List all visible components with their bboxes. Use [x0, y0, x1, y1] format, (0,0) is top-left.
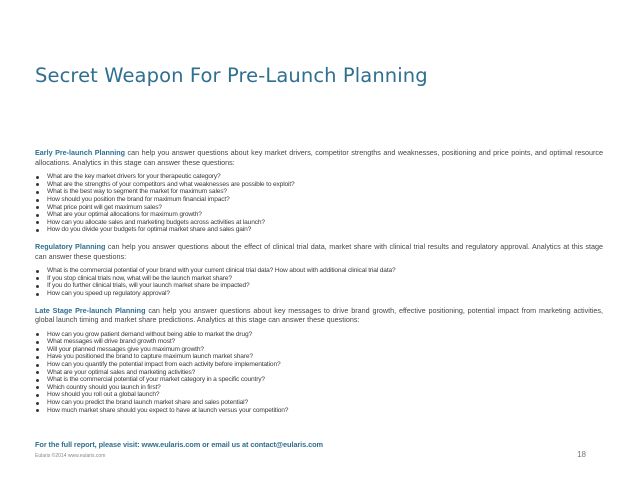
footer-copyright: Eularis ©2014 www.eularis.com [35, 453, 106, 459]
section-lead: Early Pre-launch Planning [35, 148, 126, 157]
list-item: How can you speed up regulatory approval? [35, 290, 603, 298]
list-item: How should you position the brand for maximum financial impact? [35, 196, 603, 204]
page-title: Secret Weapon For Pre-Launch Planning [35, 64, 428, 87]
list-item: How much market share should you expect to have at launch versus your competition? [35, 407, 603, 415]
list-item: How can you quantify the potential impact from each activity before implementation? [35, 361, 603, 369]
list-item: What are your optimal sales and marketing activities? [35, 369, 603, 377]
section-paragraph [35, 242, 603, 261]
list-item: What messages will drive brand growth most? [35, 338, 603, 346]
list-item: Which country should you launch in first? [35, 384, 603, 392]
bullet-list [35, 267, 603, 297]
list-item: What price point will get maximum sales? [35, 204, 603, 212]
list-item: What are your optimal allocations for maximum growth? [35, 211, 603, 219]
list-item: If you do further clinical trials, will your launch market share be impacted? [35, 282, 603, 290]
section-lead: Late Stage Pre-launch Planning [35, 305, 146, 315]
list-item: How can you grow patient demand without being able to market the drug? [35, 331, 603, 339]
section-text: can help you answer questions about key messages to drive brand growth, effective positioning, potential impact from marketing activities, global launch timing and market share predictions. Analytics at this stage can answer these questions: [35, 305, 603, 325]
report-link-text[interactable]: For the full report, please visit: www.eularis.com or email us at contact@eularis.com [35, 440, 323, 449]
section-text: can help you answer questions about key market drivers, competitor strengths and weaknesses, positioning and price points, and optimal resource allocations. Analytics in this stage can answer these questions: [35, 148, 603, 167]
list-item: What is the commercial potential of your market category in a specific country? [35, 376, 603, 384]
list-item: How can you predict the brand launch market share and sales potential? [35, 399, 603, 407]
section-text: can help you answer questions about the effect of clinical trial data, market share with clinical trial results and regulatory approval. Analytics at this stage can answer these questions: [35, 241, 603, 261]
list-item: What is the commercial potential of your brand with your current clinical trial data? How about with additional clinical trial data? [35, 267, 603, 275]
content-body [35, 148, 603, 422]
list-item: What are the strengths of your competitors and what weaknesses are possible to exploit? [35, 181, 603, 189]
list-item: If you stop clinical trials now, what will be the launch market share? [35, 275, 603, 283]
section-lead: Regulatory Planning [35, 241, 106, 251]
list-item: What is the best way to segment the market for maximum sales? [35, 188, 603, 196]
list-item: Will your planned messages give you maximum growth? [35, 346, 603, 354]
list-item: How do you divide your budgets for optimal market share and sales gain? [35, 226, 603, 234]
page-number: 18 [577, 450, 586, 459]
list-item: What are the key market drivers for your therapeutic category? [35, 173, 603, 181]
list-item: Have you positioned the brand to capture maximum launch market share? [35, 353, 603, 361]
bullet-list [35, 331, 603, 415]
bullet-list [35, 173, 603, 234]
section-paragraph [35, 148, 603, 167]
list-item: How should you roll out a global launch? [35, 391, 603, 399]
section-paragraph [35, 306, 603, 325]
list-item: How can you allocate sales and marketing budgets across activities at launch? [35, 219, 603, 227]
